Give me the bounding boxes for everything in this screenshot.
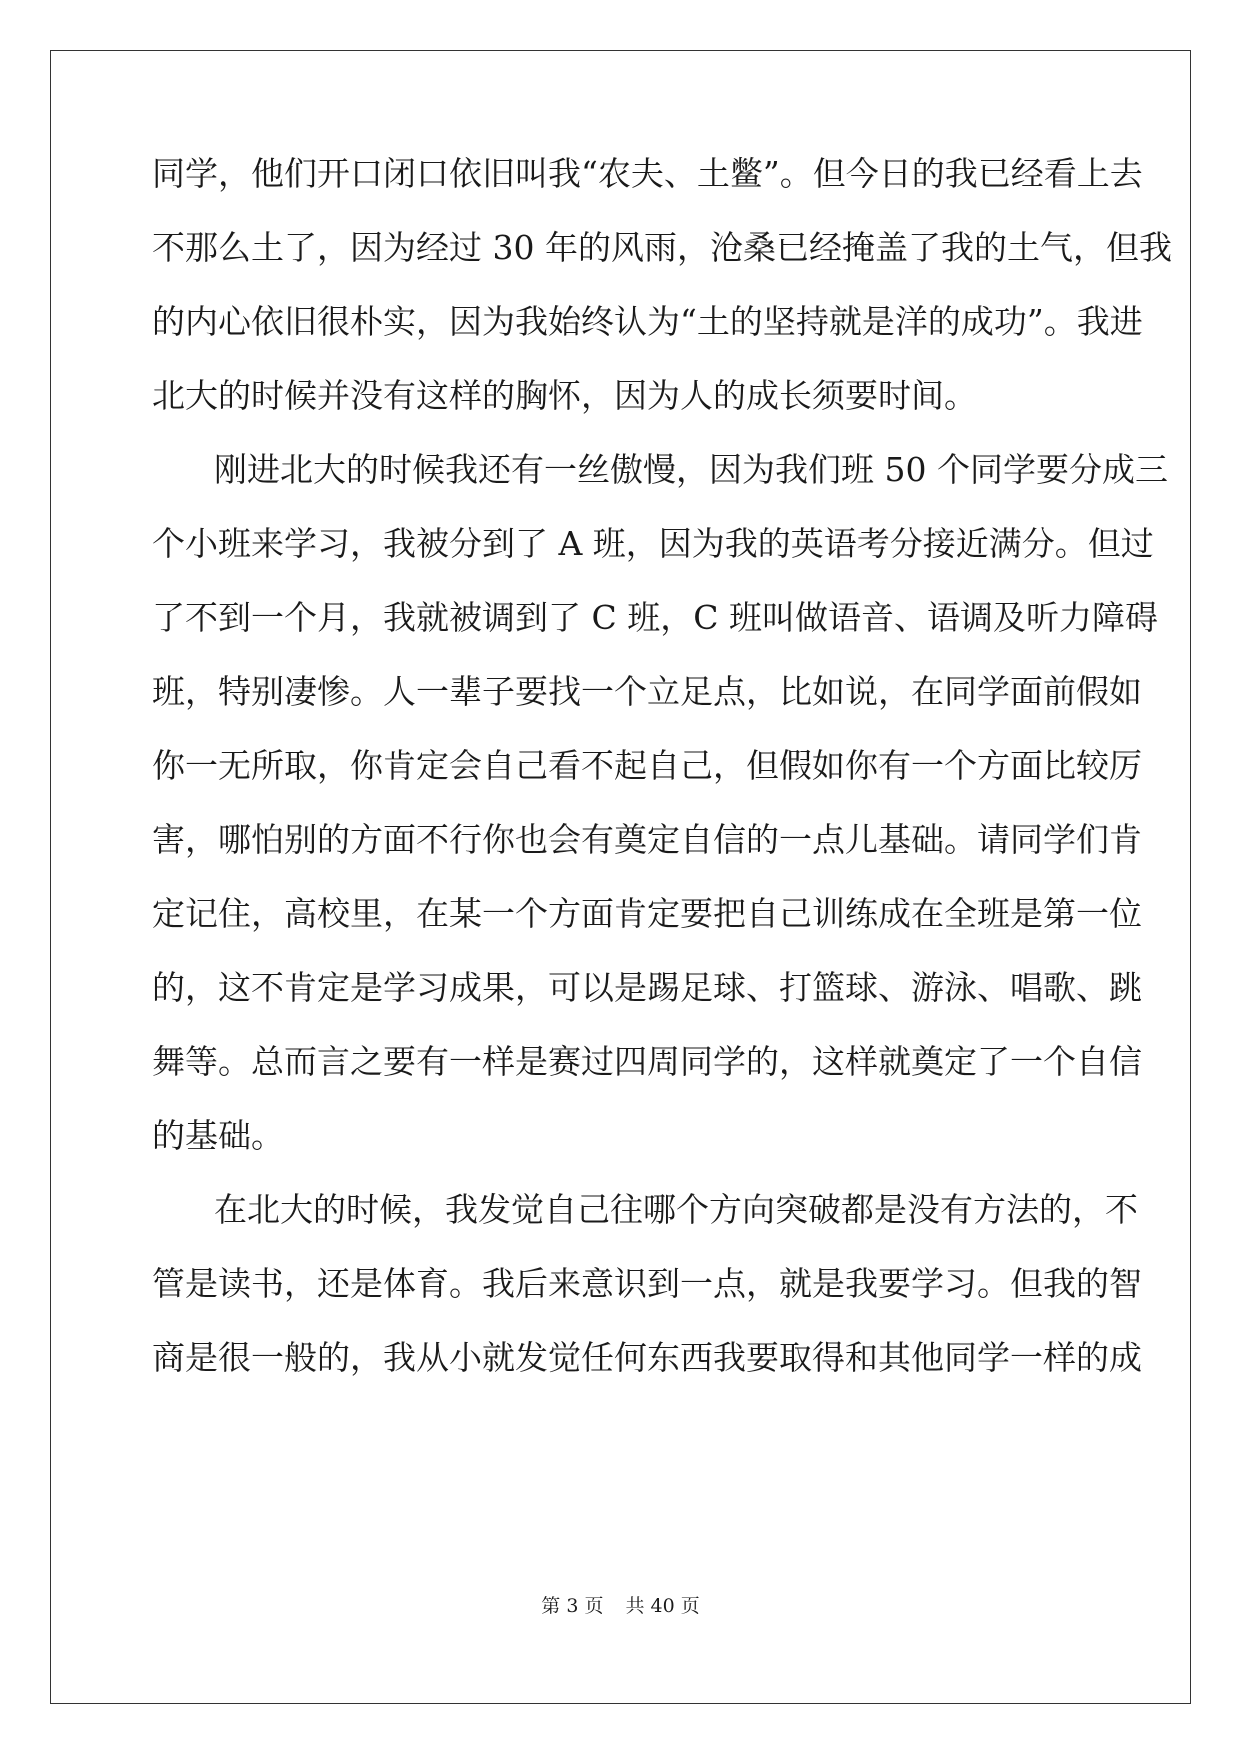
- text-line: 你一无所取，你肯定会自己看不起自己，但假如你有一个方面比较厉: [152, 746, 1142, 785]
- text-line: 班，特别凄惨。人一辈子要找一个立足点，比如说，在同学面前假如: [152, 672, 1142, 711]
- text-line: 商是很一般的，我从小就发觉任何东西我要取得和其他同学一样的成: [152, 1338, 1142, 1377]
- text-line: 同学，他们开口闭口依旧叫我“农夫、土鳖”。但今日的我已经看上去: [152, 154, 1143, 193]
- text-line: 在北大的时候，我发觉自己往哪个方向突破都是没有方法的，不: [214, 1190, 1138, 1229]
- page-footer: [0, 1592, 1241, 1620]
- text-line: 舞等。总而言之要有一样是赛过四周同学的，这样就奠定了一个自信: [152, 1042, 1142, 1081]
- text-line: 管是读书，还是体育。我后来意识到一点，就是我要学习。但我的智: [152, 1264, 1142, 1303]
- text-line: 北大的时候并没有这样的胸怀，因为人的成长须要时间。: [152, 376, 977, 415]
- text-line: 刚进北大的时候我还有一丝傲慢，因为我们班 50 个同学要分成三: [214, 450, 1168, 489]
- text-line: 不那么土了，因为经过 30 年的风雨，沧桑已经掩盖了我的土气，但我: [152, 228, 1172, 267]
- text-line: 的内心依旧很朴实，因为我始终认为“土的坚持就是洋的成功”。我进: [152, 302, 1143, 341]
- text-line: 害，哪怕别的方面不行你也会有奠定自信的一点儿基础。请同学们肯: [152, 820, 1142, 859]
- text-line: 了不到一个月，我就被调到了 C 班，C 班叫做语音、语调及听力障碍: [152, 598, 1158, 637]
- page-number: 第 3 页: [541, 1595, 604, 1617]
- text-line: 的，这不肯定是学习成果，可以是踢足球、打篮球、游泳、唱歌、跳: [152, 968, 1142, 1007]
- text-line: 的基础。: [152, 1116, 284, 1155]
- page-total: 共 40 页: [625, 1595, 700, 1617]
- text-line: 定记住，高校里，在某一个方面肯定要把自己训练成在全班是第一位: [152, 894, 1142, 933]
- text-line: 个小班来学习，我被分到了 A 班，因为我的英语考分接近满分。但过: [152, 524, 1154, 563]
